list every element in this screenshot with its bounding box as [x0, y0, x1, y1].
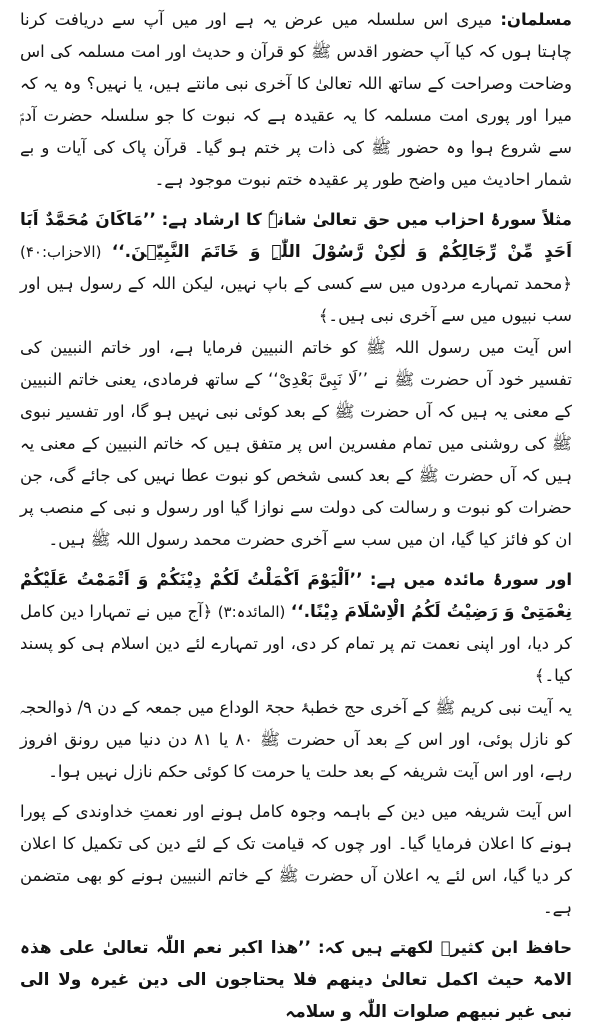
- paragraph-hajj-revelation: [20, 692, 572, 788]
- paragraph-text: اس آیت شریفہ میں دین کے باہمہ وجوہ کامل ہونے اور نعمتِ خداوندی کے پورا ہونے کا اعلان فرمایا گیا۔ اور چوں کہ قیامت تک کے لئے دین کی تکمیل کا اعلان کر دیا گیا، اس لئے یہ اعلان آں حضرت ﷺ کے خاتم النبیین ہونے کو بھی متضمن ہے۔: [20, 802, 572, 917]
- verse-reference: (المائدہ:۳): [217, 603, 286, 621]
- paragraph-text: میری اس سلسلہ میں عرض یہ ہے اور میں آپ سے دریافت کرنا چاہتا ہوں کہ کیا آپ حضور اقدس ﷺ کو قرآن و حدیث اور امت مسلمہ کی اس وضاحت وصراحت کے ساتھ اللہ تعالیٰ کا آخری نبی مانتے ہیں، یا نہیں؟ وہ یہ کہ میرا اور پوری امت مسلمہ کا یہ عقیدہ ہے کہ نبوت کا جو سلسلہ حضرت آدمؑ سے شروع ہوا وہ حضور ﷺ کی ذات پر ختم ہو گیا۔ قرآن پاک کی آیات و بے شمار احادیث میں واضح طور پر عقیدہ ختم نبوت موجود ہے۔: [20, 10, 572, 189]
- paragraph-completion-of-deen: [20, 796, 572, 924]
- verse-intro: مثلاً سورۂ احزاب میں حق تعالیٰ شانہٗ کا ارشاد ہے:: [161, 210, 572, 229]
- quote-intro: حافظ ابن کثیرؒ لکھتے ہیں کہ:: [318, 938, 573, 957]
- verse-intro: اور سورۂ مائدہ میں ہے:: [369, 570, 572, 589]
- document-page: [20, 4, 573, 1022]
- arabic-quote-ibn-kathir: ’’ھذا اکبر نعم اللّٰہ تعالیٰ علی ھذہ الامۃ حیث اکمل تعالیٰ دینھم فلا یحتاجون الی دین غیرہ ولا الی نبی غیر نبیھم صلوات اللّٰہ و سلامہ: [20, 938, 572, 1022]
- arabic-verse-maidah: ’’اَلْیَوْمَ اَکْمَلْتُ لَکُمْ دِیْنَکُمْ وَ اَتْمَمْتُ عَلَیْکُمْ نِعْمَتِیْ وَ رَضِیْتُ لَکُمُ الْاِسْلَامَ دِیْنًا.‘‘: [20, 570, 572, 622]
- paragraph-gap: [20, 556, 572, 564]
- paragraph-gap: [20, 788, 572, 796]
- paragraph-khatam-tafsir: [20, 332, 572, 556]
- verse-translation: ﴿محمد تمہارے مردوں میں سے کسی کے باپ نہیں، لیکن اللہ کے رسول ہیں اور سب نبیوں میں سے آخری نبی ہیں۔﴾: [20, 274, 572, 325]
- arabic-verse-ahzab: ’’مَاکَانَ مُحَمَّدٌ اَبَا اَحَدٍ مِّنْ رِّجَالِکُمْ وَ لٰکِنْ رَّسُوْلَ اللّٰہِ وَ خَاتَمَ النَّبِیّٖنَ.‘‘: [20, 210, 573, 262]
- paragraph-ibn-kathir: [20, 932, 572, 1028]
- paragraph-surah-maidah: [20, 564, 572, 692]
- paragraph-text: اس آیت میں رسول اللہ ﷺ کو خاتم النبیین فرمایا ہے، اور خاتم النبیین کی تفسیر خود آں حضرت ﷺ نے ’’لَا نَبِیَّ بَعْدِیْ‘‘ کے ساتھ فرمادی، یعنی خاتم النبیین کے معنی یہ ہیں کہ آں حضرت ﷺ کے بعد کوئی نبی نہیں ہو گا، اور تفسیر نبوی ﷺ کی روشنی میں تمام مفسرین اس پر متفق ہیں کہ خاتم النبیین کے معنی یہ ہیں کہ آں حضرت ﷺ کے بعد کسی شخص کو نبوت عطا نہیں کی جائے گی، جن حضرات کو نبوت و رسالت کی دولت سے نوازا گیا اور رسول و نبی کے منصب پر ان کو فائز کیا گیا، ان میں سب سے آخری حضرت محمد رسول اللہ ﷺ ہیں۔: [20, 338, 572, 549]
- speaker-label: مسلمان:: [500, 10, 572, 29]
- verse-translation: ﴿آج میں نے تمہارا دین کامل کر دیا، اور اپنی نعمت تم پر تمام کر دی، اور تمہارے لئے دین اسلام ہی کو پسند کیا۔﴾: [20, 602, 572, 685]
- verse-reference: (الاحزاب:۴۰): [20, 243, 102, 261]
- paragraph-surah-ahzab: [20, 204, 572, 332]
- paragraph-gap: [20, 196, 572, 204]
- paragraph-gap: [20, 924, 572, 932]
- paragraph-text: یہ آیت نبی کریم ﷺ کے آخری حج خطبۂ حجۃ الوداع میں جمعہ کے دن ۹/ ذوالحجہ کو نازل ہوئی، اور اس کے بعد آں حضرت ﷺ ۸۰ یا ۸۱ دن دنیا میں رونق افروز رہے، اور اس آیت شریفہ کے بعد حلت یا حرمت کا کوئی حکم نازل نہیں ہوا۔: [20, 698, 573, 781]
- paragraph-muslim-question: [20, 4, 572, 196]
